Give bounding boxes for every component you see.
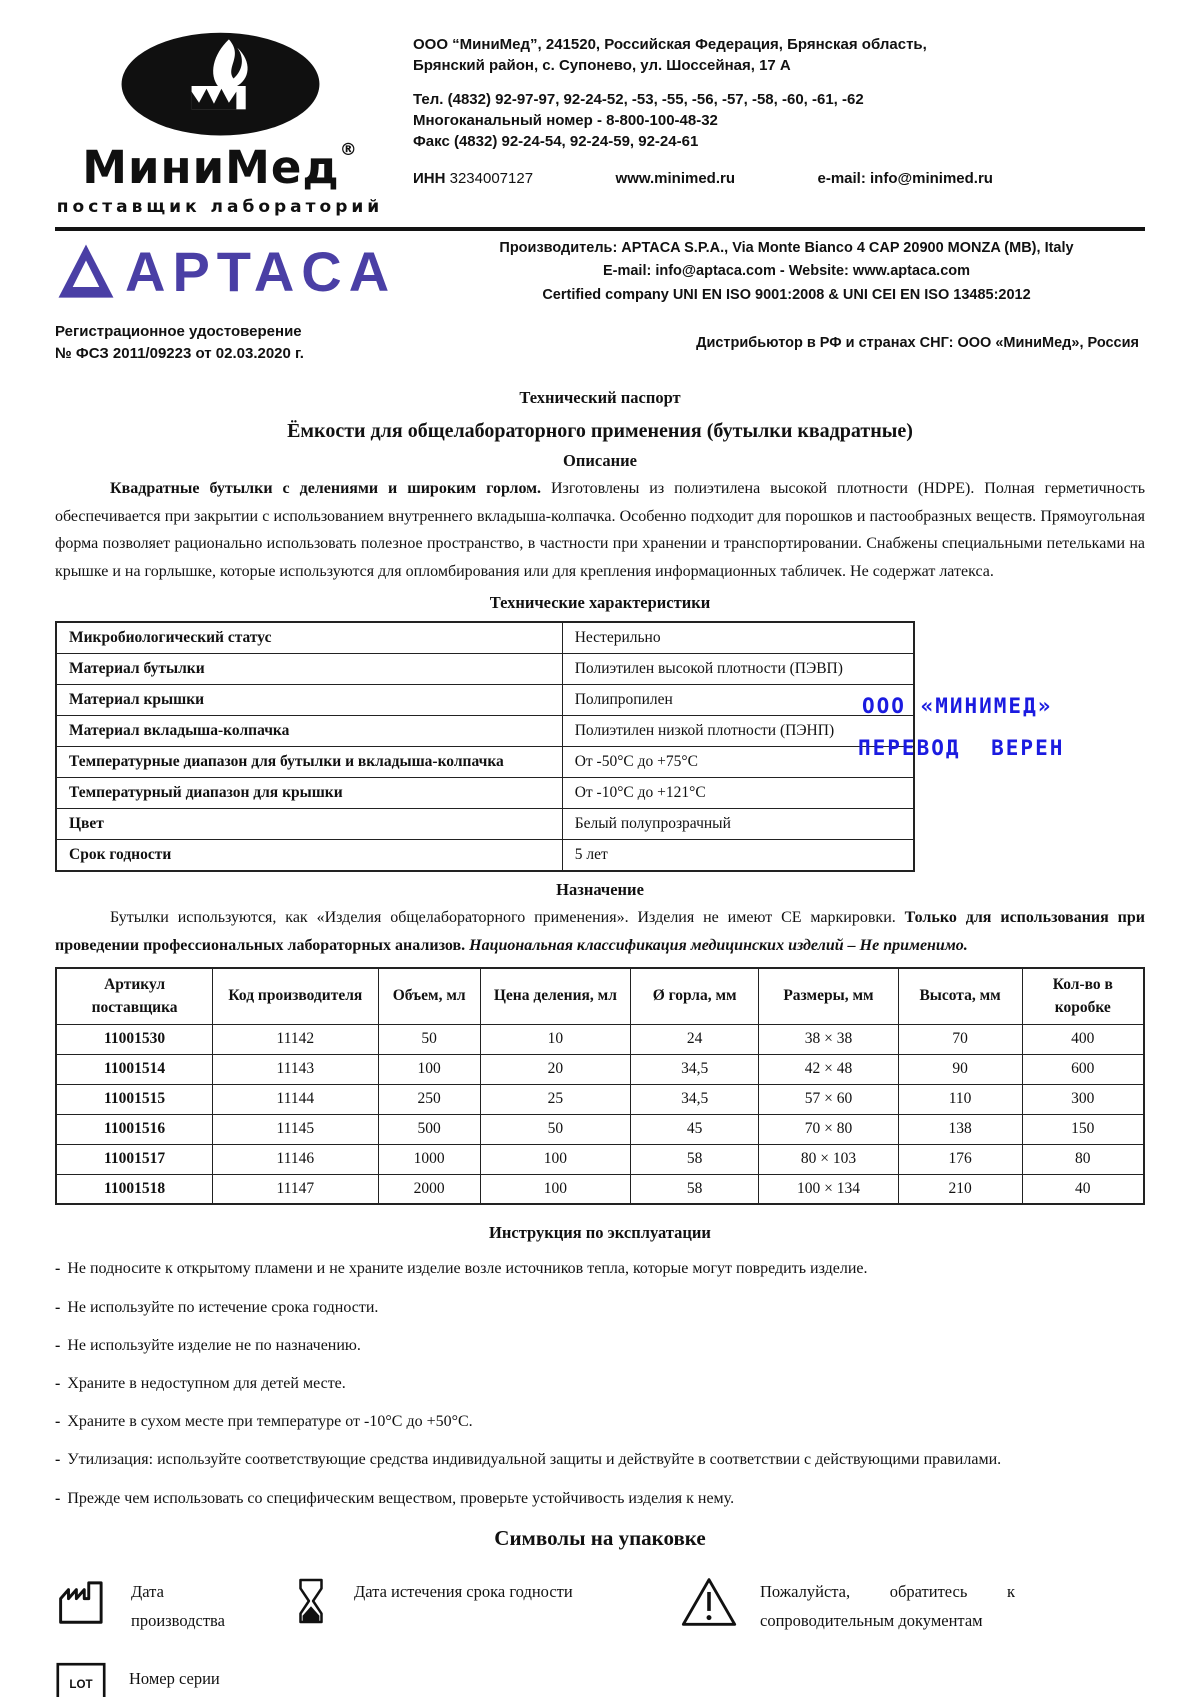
column-header: Высота, мм [898,968,1022,1024]
table-cell: 210 [898,1174,1022,1204]
instructions-heading: Инструкция по эксплуатации [489,1223,711,1243]
instruction-text: Не используйте по истечение срока годности. [67,1298,379,1316]
table-cell: 2000 [378,1174,480,1204]
spec-value: Полипропилен [562,685,914,716]
table-cell: 45 [630,1114,758,1144]
table-cell: 34,5 [630,1054,758,1084]
symbols-row-1 [55,1575,1145,1636]
table-cell: 100 [480,1144,630,1174]
table-row [56,1144,1144,1174]
manufacturer-line: E-mail: info@aptaca.com - Website: www.aptaca.com [602,263,971,280]
table-cell: 11144 [213,1084,378,1114]
table-cell: 11001518 [56,1174,213,1204]
website: www.minimed.ru [615,170,736,187]
description-text: Изготовлены из полиэтилена высокой плотности (HDPE). Полная герметичность обеспечивается при закрытии с использованием внутреннего вкладыша-колпачка. Особенно подходит для порошков и пастообразных веществ. Прямоугольная форма позволяет рационально использовать полезное пространство, в частности при хранении и транспортировании. Снабжены специальными петельками на крышке и на горлышке, которые используются для опломбирования или для крепления информационных табличек. Не содержат латекса. [55,480,1145,580]
table-cell: 80 [1022,1144,1144,1174]
registration-certificate [55,321,304,365]
list-item [55,1372,1145,1395]
column-header: Размеры, мм [759,968,898,1024]
column-header: Цена деления, мл [480,968,630,1024]
divider [55,227,1145,231]
table-cell: 34,5 [630,1084,758,1114]
spec-label: Материал бутылки [56,654,562,685]
hourglass-icon [290,1575,332,1632]
table-cell: 57 × 60 [759,1084,898,1114]
table-cell: 11142 [213,1024,378,1054]
table-cell: 300 [1022,1084,1144,1114]
instruction-text: Не подносите к открытому пламени и не храните изделие возле источников тепла, которые могут повредить изделие. [67,1260,868,1278]
table-cell: 1000 [378,1144,480,1174]
symbol-item [55,1662,290,1697]
instruction-text: Не используйте изделие не по назначению. [67,1336,361,1354]
table-cell: 11146 [213,1144,378,1174]
bullet-dash: - [55,1336,61,1354]
spec-value: От -10°С до +121°С [562,778,914,809]
description-heading: Описание [563,451,637,471]
bullet-dash: - [55,1260,61,1278]
list-item [55,1410,1145,1433]
list-item [55,1334,1145,1357]
table-row [56,1054,1144,1084]
table-cell: 11001517 [56,1144,213,1174]
table-row [56,778,914,809]
table-row [56,1174,1144,1204]
brand-tagline: поставщик лабораторий [56,197,384,218]
table-cell: 250 [378,1084,480,1114]
company-info [413,28,993,217]
table-cell: 400 [1022,1024,1144,1054]
spec-value: Полиэтилен высокой плотности (ПЭВП) [562,654,914,685]
table-cell: 11001530 [56,1024,213,1054]
bullet-dash: - [55,1451,61,1469]
symbol-label: Пожалуйста, обратитесь к сопроводительным документам [760,1581,1015,1631]
svg-text:LOT: LOT [69,1678,93,1692]
list-item [55,1296,1145,1319]
purpose-text-italic: Национальная классификация медицинских изделий – Не применимо. [469,936,968,954]
purpose-paragraph [55,904,1145,959]
aptaca-logo [55,241,410,303]
symbol-label: Номер серии [129,1669,220,1689]
table-row [56,747,914,778]
stamp-company: ООО «МИНИМЕД» [862,694,1053,718]
instruction-text: Утилизация: используйте соответствующие средства индивидуальной защиты и действуйте в соответствии с действующими правилами. [67,1451,1002,1469]
list-item [55,1487,1145,1510]
manufacturer-info [428,237,1145,307]
column-header: Код производителя [213,968,378,1024]
table-row [56,685,914,716]
table-cell: 25 [480,1084,630,1114]
table-cell: 11143 [213,1054,378,1084]
table-cell: 24 [630,1024,758,1054]
table-cell: 11145 [213,1114,378,1144]
registration-block [55,321,1145,365]
description-lead: Квадратные бутылки с делениями и широким горлом. [110,480,542,498]
bullet-dash: - [55,1374,61,1392]
table-cell: 38 × 38 [759,1024,898,1054]
brand-wordmark: МиниМед® [82,140,358,194]
table-row [56,1024,1144,1054]
minimed-logo [55,28,385,217]
symbol-item [680,1575,1040,1636]
instructions-list [55,1257,1145,1509]
symbols-heading: Символы на упаковке [494,1525,706,1550]
bullet-dash: - [55,1298,61,1316]
spec-value: Полиэтилен низкой плотности (ПЭНП) [562,716,914,747]
manufacturer-line: Certified company UNI EN ISO 9001:2008 & UNI CEI EN ISO 13485:2012 [542,286,1031,303]
table-cell: 11001515 [56,1084,213,1114]
table-cell: 50 [378,1024,480,1054]
manufacturer-line: Производитель: APTACA S.P.A., Via Monte Bianco 4 CAP 20900 MONZA (MB), Italy [499,240,1074,257]
bullet-dash: - [55,1489,61,1507]
table-cell: 100 [480,1174,630,1204]
table-cell: 11147 [213,1174,378,1204]
spec-label: Материал крышки [56,685,562,716]
table-cell: 50 [480,1114,630,1144]
table-cell: 150 [1022,1114,1144,1144]
aptaca-a-icon [55,241,117,303]
column-header: Артикул поставщика [56,968,213,1024]
table-cell: 600 [1022,1054,1144,1084]
header [55,28,1145,217]
company-address-line: ООО “МиниМед”, 241520, Российская Федерация, Брянская область, [413,36,927,53]
inn: ИНН 3234007127 [413,170,534,187]
instruction-text: Прежде чем использовать со специфическим веществом, проверьте устойчивость изделия к нему. [67,1489,735,1507]
symbol-item [55,1575,290,1636]
table-cell: 500 [378,1114,480,1144]
spec-label: Цвет [56,809,562,840]
table-row [56,1084,1144,1114]
distributor-line: Дистрибьютор в РФ и странах СНГ: ООО «МиниМед», Россия [696,334,1139,351]
table-cell: 100 [378,1054,480,1084]
instruction-text: Храните в недоступном для детей месте. [67,1374,346,1392]
minimed-flame-icon [113,30,328,142]
page-title: Ёмкости для общелабораторного применения (бутылки квадратные) [287,420,913,443]
tech-specs-table [55,621,915,872]
symbol-item [290,1575,680,1636]
table-row [56,622,914,654]
purpose-heading: Назначение [556,880,644,900]
table-cell: 70 [898,1024,1022,1054]
lot-icon [55,1662,107,1697]
table-cell: 20 [480,1054,630,1084]
tech-specs-heading: Технические характеристики [489,593,711,613]
table-cell: 70 × 80 [759,1114,898,1144]
table-header-row [56,968,1144,1024]
table-cell: 10 [480,1024,630,1054]
table-cell: 40 [1022,1174,1144,1204]
table-cell: 80 × 103 [759,1144,898,1174]
spec-label: Температурный диапазон для крышки [56,778,562,809]
table-cell: 58 [630,1174,758,1204]
table-row [56,809,914,840]
table-row [56,654,914,685]
phone-line: Тел. (4832) 92-97-97, 92-24-52, -53, -55, -56, -57, -58, -60, -61, -62 [413,91,864,108]
table-cell: 11001514 [56,1054,213,1084]
description-paragraph [55,475,1145,585]
table-row [56,1114,1144,1144]
table-cell: 90 [898,1054,1022,1084]
warning-triangle-icon [680,1575,738,1634]
spec-value: 5 лет [562,840,914,872]
list-item [55,1448,1145,1471]
purpose-text-bold: Только для использования при проведении профессиональных лабораторных анализов. [55,909,1146,954]
column-header: Кол-во в коробке [1022,968,1144,1024]
spec-label: Срок годности [56,840,562,872]
spec-label: Материал вкладыша-колпачка [56,716,562,747]
phone-line: Многоканальный номер - 8-800-100-48-32 [413,112,718,129]
bullet-dash: - [55,1413,61,1431]
column-header: Объем, мл [378,968,480,1024]
column-header: Ø горла, мм [630,968,758,1024]
table-row [56,840,914,872]
registration-line: Регистрационное удостоверение [55,322,302,340]
symbol-label: Дата производства [131,1581,225,1631]
symbols-row-2 [55,1662,1145,1697]
spec-value: Белый полупрозрачный [562,809,914,840]
table-cell: 42 × 48 [759,1054,898,1084]
stamp-translation-verified: ПЕРЕВОД ВЕРЕН [858,736,1065,760]
inn-row [413,168,993,189]
factory-icon [55,1575,109,1634]
spec-value: Нестерильно [562,622,914,654]
table-row [56,716,914,747]
registered-mark: ® [339,140,358,160]
products-table [55,967,1145,1205]
purpose-text: Бутылки используются, как «Изделия общелабораторного применения». Изделия не имеют СЕ маркировки. [110,909,905,927]
table-cell: 176 [898,1144,1022,1174]
table-cell: 110 [898,1084,1022,1114]
table-cell: 11001516 [56,1114,213,1144]
table-cell: 58 [630,1144,758,1174]
instruction-text: Храните в сухом месте при температуре от -10°С до +50°С. [67,1413,473,1431]
spec-label: Температурные диапазон для бутылки и вкладыша-колпачка [56,747,562,778]
email: e-mail: info@minimed.ru [817,170,993,187]
symbol-label: Дата истечения срока годности [354,1581,573,1601]
table-cell: 100 × 134 [759,1174,898,1204]
registration-number: № ФСЗ 2011/09223 от 02.03.2020 г. [55,344,304,362]
company-address-line: Брянский район, с. Супонево, ул. Шоссейная, 17 А [413,57,791,74]
list-item [55,1257,1145,1280]
aptaca-wordmark: APTACA [125,240,397,304]
manufacturer-block [55,237,1145,307]
doc-type-heading: Технический паспорт [519,388,681,408]
spec-label: Микробиологический статус [56,622,562,654]
phone-line: Факс (4832) 92-24-54, 92-24-59, 92-24-61 [413,133,699,150]
table-cell: 138 [898,1114,1022,1144]
spec-value: От -50°С до +75°С [562,747,914,778]
